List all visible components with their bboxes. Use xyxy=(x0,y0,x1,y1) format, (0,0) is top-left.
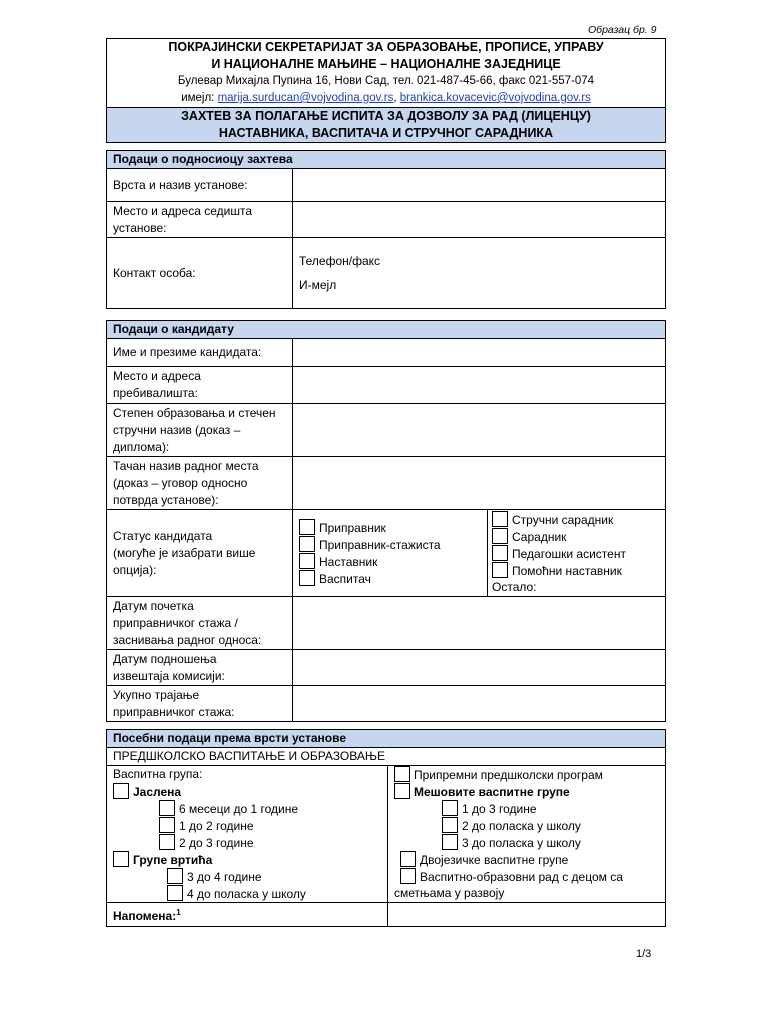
institution-address-label-line1: Место и адреса седишта xyxy=(113,203,253,218)
note-input[interactable] xyxy=(388,903,666,927)
checkbox-icon[interactable] xyxy=(167,885,183,901)
status-option-associate-expert[interactable] xyxy=(492,511,659,528)
email-link-2[interactable]: brankica.kovacevic@vojvodina.gov.rs xyxy=(399,92,591,104)
duration-input[interactable] xyxy=(293,686,666,722)
duration-label-line1: Укупно трајање xyxy=(113,687,200,702)
status-option-intern[interactable] xyxy=(299,519,481,536)
header-table xyxy=(106,38,666,143)
ministry-name-line2: И НАЦИОНАЛНЕ МАЊИНЕ – НАЦИОНАЛНЕ ЗАЈЕДНИЦЕ xyxy=(211,57,561,71)
kindergarten-age-option[interactable] xyxy=(113,885,381,902)
education-input[interactable] xyxy=(293,404,666,457)
education-label-line1: Степен образовања и стечен xyxy=(113,405,276,420)
checkbox-icon[interactable] xyxy=(400,851,416,867)
checkbox-icon[interactable] xyxy=(167,868,183,884)
age-label: 4 до поласка у школу xyxy=(187,887,306,901)
email-separator: , xyxy=(393,92,397,104)
checkbox-icon[interactable] xyxy=(299,553,315,569)
age-label: 2 до 3 године xyxy=(179,836,254,850)
checkbox-icon[interactable] xyxy=(492,511,508,527)
status-option-educator[interactable] xyxy=(299,570,481,587)
report-date-label xyxy=(107,650,293,686)
groups-left-column xyxy=(107,766,388,903)
status-option-label: Приправник xyxy=(319,521,386,535)
nursery-age-option[interactable] xyxy=(113,834,381,851)
checkbox-icon[interactable] xyxy=(159,800,175,816)
status-option-label: Приправник-стажиста xyxy=(319,538,441,552)
disability-label-line1: Васпитно-образовни рад с децом са xyxy=(420,870,623,884)
checkbox-icon[interactable] xyxy=(492,562,508,578)
checkbox-icon[interactable] xyxy=(442,817,458,833)
nursery-age-option[interactable] xyxy=(113,800,381,817)
form-title-line2: НАСТАВНИКА, ВАСПИТАЧА И СТРУЧНОГ САРАДНИКА xyxy=(218,126,554,140)
preschool-program-label: Припремни предшколски програм xyxy=(414,768,603,782)
note-label-text: Напомена: xyxy=(113,909,177,923)
form-number: Образац бр. 9 xyxy=(588,24,657,36)
start-date-label xyxy=(107,597,293,650)
kindergarten-option[interactable] xyxy=(113,851,381,868)
checkbox-icon[interactable] xyxy=(113,851,129,867)
education-label xyxy=(107,404,293,457)
workplace-label-line2: (доказ – уговор односно xyxy=(113,475,248,490)
email-link-1[interactable]: marija.surducan@vojvodina.gov.rs xyxy=(217,92,394,104)
start-date-label-line1: Датум почетка xyxy=(113,598,194,613)
status-option-label: Помоћни наставник xyxy=(512,564,622,578)
checkbox-icon[interactable] xyxy=(400,868,416,884)
institution-input[interactable] xyxy=(293,169,666,202)
checkbox-icon[interactable] xyxy=(299,519,315,535)
candidate-name-label: Име и презиме кандидата: xyxy=(107,339,293,367)
candidate-section-title: Подаци о кандидату xyxy=(107,321,666,339)
groups-right-column xyxy=(388,766,666,903)
report-date-input[interactable] xyxy=(293,650,666,686)
age-label: 6 месеци до 1 године xyxy=(179,802,299,816)
workplace-label-line3: потврда установе): xyxy=(113,492,219,507)
mixed-age-option[interactable] xyxy=(394,800,659,817)
checkbox-icon[interactable] xyxy=(492,545,508,561)
nursery-option[interactable] xyxy=(113,783,381,800)
education-label-line3: диплома): xyxy=(113,439,170,454)
mixed-age-option[interactable] xyxy=(394,834,659,851)
checkbox-icon[interactable] xyxy=(394,783,410,799)
header-cell xyxy=(107,39,666,108)
ministry-address: Булевар Михајла Пупина 16, Нови Сад, тел. 021-487-45-66, факс 021-557-074 xyxy=(177,75,595,87)
institution-address-input[interactable] xyxy=(293,202,666,238)
status-option-assistant-teacher[interactable] xyxy=(492,562,659,579)
candidate-table xyxy=(106,320,666,722)
bilingual-label: Двојезичке васпитне групе xyxy=(420,853,569,867)
applicant-section-title: Подаци о подносиоцу захтева xyxy=(107,151,666,169)
age-label: 2 до поласка у школу xyxy=(462,819,581,833)
age-label: 1 до 2 године xyxy=(179,819,254,833)
special-section-title: Посебни подаци према врсти установе xyxy=(107,730,666,748)
checkbox-icon[interactable] xyxy=(299,536,315,552)
kindergarten-label: Групе вртића xyxy=(133,853,213,867)
checkbox-icon[interactable] xyxy=(442,834,458,850)
status-option-associate[interactable] xyxy=(492,528,659,545)
start-date-label-line3: заснивања радног односа: xyxy=(113,632,262,647)
duration-label xyxy=(107,686,293,722)
residence-label xyxy=(107,367,293,404)
education-label-line2: стручни назив (доказ – xyxy=(113,422,241,437)
form-title-cell xyxy=(107,108,666,143)
applicant-table xyxy=(106,150,666,309)
checkbox-icon[interactable] xyxy=(394,766,410,782)
status-label-line3: опција): xyxy=(113,562,157,577)
residence-input[interactable] xyxy=(293,367,666,404)
kindergarten-age-option[interactable] xyxy=(113,868,381,885)
checkbox-icon[interactable] xyxy=(299,570,315,586)
report-date-label-line2: извештаја комисији: xyxy=(113,668,225,683)
ministry-name-line1: ПОКРАЈИНСКИ СЕКРЕТАРИЈАТ ЗА ОБРАЗОВАЊЕ, ПРОПИСЕ, УПРАВУ xyxy=(168,40,604,54)
start-date-input[interactable] xyxy=(293,597,666,650)
workplace-input[interactable] xyxy=(293,457,666,510)
age-label: 1 до 3 године xyxy=(462,802,537,816)
footnote-mark: 1 xyxy=(176,908,181,917)
form-title-line1: ЗАХТЕВ ЗА ПОЛАГАЊЕ ИСПИТА ЗА ДОЗВОЛУ ЗА РАД (ЛИЦЕНЦУ) xyxy=(181,109,591,123)
institution-address-label-line2: установе: xyxy=(113,220,167,235)
preschool-subsection: ПРЕДШКОЛСКО ВАСПИТАЊЕ И ОБРАЗОВАЊЕ xyxy=(107,748,666,766)
status-label-line1: Статус кандидата xyxy=(113,528,213,543)
contact-email-label: И-мејл xyxy=(299,278,337,292)
mixed-age-option[interactable] xyxy=(394,817,659,834)
status-option-label: Педагошки асистент xyxy=(512,547,626,561)
nursery-age-option[interactable] xyxy=(113,817,381,834)
duration-label-line2: приправничког стажа: xyxy=(113,704,235,719)
report-date-label-line1: Датум подношења xyxy=(113,651,217,666)
checkbox-icon[interactable] xyxy=(492,528,508,544)
contact-person-input[interactable] xyxy=(293,238,666,309)
status-option-label: Наставник xyxy=(319,555,378,569)
page-number: 1/3 xyxy=(636,948,652,960)
special-table xyxy=(106,729,666,927)
status-options-left xyxy=(293,510,488,597)
disability-option[interactable] xyxy=(394,868,659,885)
status-options-right xyxy=(488,510,666,597)
status-option-label: Стручни сарадник xyxy=(512,513,614,527)
mixed-groups-label: Мешовите васпитне групе xyxy=(414,785,570,799)
disability-label-line2: сметњама у развоју xyxy=(394,886,505,900)
preschool-program-option[interactable] xyxy=(394,766,659,783)
email-label: имејл: xyxy=(181,92,215,104)
checkbox-icon[interactable] xyxy=(113,783,129,799)
checkbox-icon[interactable] xyxy=(159,834,175,850)
status-label xyxy=(107,510,293,597)
status-option-label: Сарадник xyxy=(512,530,567,544)
residence-label-line1: Место и адреса xyxy=(113,369,201,383)
status-option-pedagogical-assistant[interactable] xyxy=(492,545,659,562)
phone-fax-label: Телефон/факс xyxy=(299,254,381,268)
workplace-label-line1: Тачан назив радног места xyxy=(113,458,259,473)
checkbox-icon[interactable] xyxy=(442,800,458,816)
status-option-intern-trainee[interactable] xyxy=(299,536,481,553)
status-other-label: Остало: xyxy=(492,580,537,594)
age-label: 3 до поласка у школу xyxy=(462,836,581,850)
checkbox-icon[interactable] xyxy=(159,817,175,833)
mixed-groups-option[interactable] xyxy=(394,783,659,800)
bilingual-option[interactable] xyxy=(394,851,659,868)
candidate-name-input[interactable] xyxy=(293,339,666,367)
note-label xyxy=(107,903,388,927)
contact-person-label: Контакт особа: xyxy=(107,238,293,309)
status-option-teacher[interactable] xyxy=(299,553,481,570)
workplace-label xyxy=(107,457,293,510)
institution-label: Врста и назив установе: xyxy=(107,169,293,202)
status-option-label: Васпитач xyxy=(319,572,371,586)
start-date-label-line2: приправничког стажа / xyxy=(113,615,238,630)
status-label-line2: (могуће је изабрати више xyxy=(113,545,256,560)
institution-address-label xyxy=(107,202,293,238)
group-label: Васпитна група: xyxy=(113,767,203,781)
age-label: 3 до 4 године xyxy=(187,870,262,884)
nursery-label: Јаслена xyxy=(133,785,182,799)
residence-label-line2: пребивалишта: xyxy=(113,386,198,400)
ministry-email-line xyxy=(115,90,657,107)
